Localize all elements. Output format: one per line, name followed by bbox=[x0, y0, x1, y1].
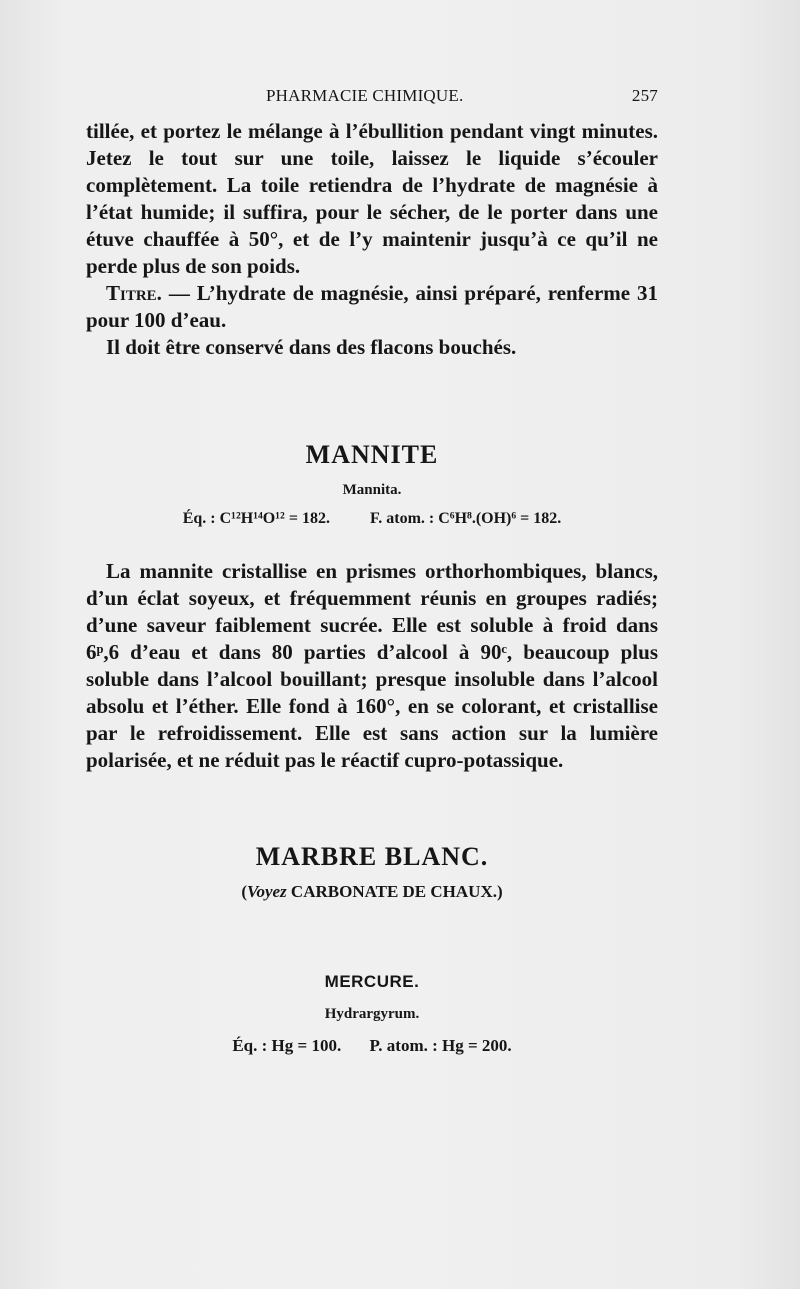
atomic-formula: F. atom. : C⁶H⁸.(OH)⁶ = 182. bbox=[369, 510, 562, 527]
cross-ref-open: ( bbox=[241, 882, 247, 901]
paragraph-mannite-description: La mannite cristallise en prismes orthorhombiques, blancs, d’un éclat soyeux, et fréquemment réunis en groupes radiés; d’une saveur faiblement sucrée. Elle est soluble à froid dans 6ᵖ,6 d’eau et dans 80 parties d’alcool à 90ᶜ, beaucoup plus soluble dans l’alcool bouillant; presque insoluble dans l’alcool absolu et l’éther. Elle fond à 160°, en se colorant, et cristallise par le refroidissement. Elle est sans action sur la lumière polarisée, et ne réduit pas le réactif cupro-potassique. bbox=[86, 559, 658, 772]
body-text-mannite bbox=[86, 558, 658, 774]
cross-ref-target: CARBONATE DE CHAUX.) bbox=[286, 882, 503, 901]
latin-name-mannita: Mannita. bbox=[342, 482, 402, 498]
formula-mercure bbox=[86, 1036, 658, 1056]
body-text-top bbox=[86, 118, 658, 361]
paragraph-conserve: Il doit être conservé dans des flacons bouchés. bbox=[106, 335, 517, 359]
formula-mannite bbox=[86, 510, 658, 528]
titre-label: Titre. bbox=[106, 281, 162, 305]
equivalent-formula-mercure: Éq. : Hg = 100. bbox=[232, 1036, 342, 1055]
section-heading-mannite: MANNITE bbox=[305, 440, 439, 469]
paragraph-titre bbox=[86, 280, 658, 334]
section-heading-mercure: MERCURE. bbox=[324, 972, 420, 991]
page-number: 257 bbox=[631, 86, 658, 105]
running-title: PHARMACIE CHIMIQUE. bbox=[266, 86, 464, 105]
titre-text: — L’hydrate de magnésie, ainsi préparé, renferme 31 pour 100 d’eau. bbox=[86, 281, 658, 332]
paragraph-continuation: tillée, et portez le mélange à l’ébullition pendant vingt minutes. Jetez le tout sur une toile, laissez le liquide s’écouler complètement. La toile retiendra de l’hydrate de magnésie à l’état humide; il suffira, pour le sécher, de le porter dans une étuve chauffée à 50°, et de l’y maintenir jusqu’à ce qu’il ne perde plus de son poids. bbox=[86, 119, 658, 278]
section-heading-marbre-blanc: MARBRE BLANC. bbox=[255, 842, 489, 871]
equivalent-formula: Éq. : C¹²H¹⁴O¹² = 182. bbox=[182, 510, 330, 527]
latin-name-hydrargyrum: Hydrargyrum. bbox=[324, 1006, 420, 1022]
atomic-formula-mercure: P. atom. : Hg = 200. bbox=[369, 1036, 512, 1055]
cross-reference bbox=[86, 882, 658, 902]
cross-ref-voyez: Voyez bbox=[247, 882, 287, 901]
